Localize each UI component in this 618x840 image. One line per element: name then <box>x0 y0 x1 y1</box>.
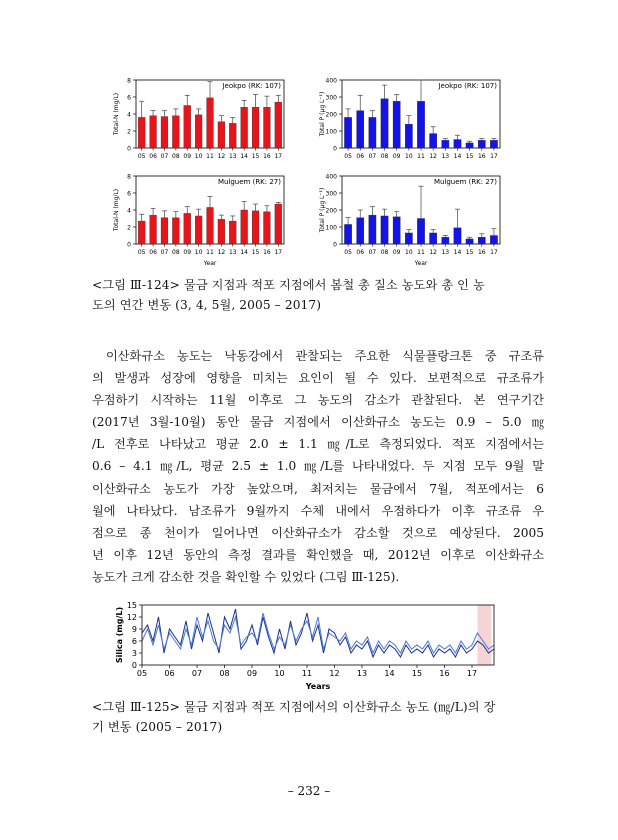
x-tick-label: 15 <box>251 153 260 160</box>
x-tick-label: 07 <box>160 249 169 256</box>
bar <box>252 211 259 244</box>
x-tick-label: 13 <box>441 153 450 160</box>
chart-total-p-jeokpo <box>308 74 503 166</box>
bar <box>241 107 248 148</box>
y-tick-label: 0 <box>127 241 131 249</box>
x-tick-label: 05 <box>136 669 148 678</box>
paragraph-line: 우점하기 시작하는 11월 이후로 그 농도의 감소가 관찰된다. 본 연구기간 <box>92 393 544 408</box>
y-tick-label: 8 <box>127 77 131 85</box>
x-tick-label: 11 <box>301 669 313 678</box>
bar <box>466 239 473 244</box>
bar <box>161 218 168 244</box>
paragraph-line: 점으로 종 천이가 일어나면 이산화규소가 감소할 것으로 예상된다. 2005 <box>92 525 544 540</box>
paragraph-line: 의 발생과 성장에 영향을 미치는 요인이 될 수 있다. 보편적으로 규조류가 <box>92 371 544 386</box>
y-tick-label: 8 <box>127 173 131 181</box>
bar <box>195 216 202 244</box>
x-tick-label: 13 <box>228 249 237 256</box>
x-tick-label: 10 <box>194 153 203 160</box>
caption-line: <그림 Ⅲ-125> 물금 지점과 적포 지점에서의 이산화규소 농도 (㎎/L)의 장 <box>92 700 496 714</box>
x-tick-label: 14 <box>453 153 462 160</box>
bar <box>490 236 497 245</box>
bar <box>344 117 351 148</box>
x-tick-label: 16 <box>439 669 450 678</box>
series-line-mulguem <box>142 609 494 657</box>
x-tick-label: 06 <box>356 249 365 256</box>
bar <box>138 221 145 244</box>
x-tick-label: 06 <box>149 249 157 256</box>
bar <box>229 123 236 148</box>
figure-124-caption <box>92 275 542 315</box>
x-tick-label: 07 <box>191 669 203 678</box>
x-tick-label: 17 <box>466 669 478 678</box>
bar <box>172 116 179 148</box>
bar <box>478 140 485 148</box>
bar <box>264 107 271 148</box>
x-tick-label: 15 <box>465 153 474 160</box>
bar <box>405 233 412 244</box>
x-tick-label: 16 <box>477 153 486 160</box>
paragraph-line: 0.6 – 4.1 ㎎/L, 평균 2.5 ± 1.0 ㎎/L를 나타내었다. 두 지점 모두 9월 말 <box>92 459 544 474</box>
x-tick-label: 10 <box>405 153 413 160</box>
x-tick-label: 05 <box>137 153 146 160</box>
x-tick-label: 14 <box>453 249 462 256</box>
chart-title: Jeokpo (RK: 107) <box>222 82 281 90</box>
x-tick-label: 12 <box>329 669 340 678</box>
y-axis-label: Total P (μg L⁻¹) <box>319 91 326 137</box>
x-tick-label: 07 <box>160 153 169 160</box>
x-tick-label: 08 <box>172 249 180 256</box>
chart-title: Mulguem (RK: 27) <box>217 178 281 186</box>
y-tick-label: 0 <box>127 145 131 153</box>
x-tick-label: 17 <box>274 153 283 160</box>
y-tick-label: 6 <box>127 94 131 102</box>
x-tick-label: 09 <box>183 153 192 160</box>
bar <box>417 219 424 245</box>
chart-title: Mulguem (RK: 27) <box>433 178 497 186</box>
x-axis-label: Year <box>203 260 217 267</box>
x-axis-label: Years <box>305 682 331 691</box>
x-tick-label: 12 <box>429 249 437 256</box>
paragraph-line: 이산화규소 농도는 낙동강에서 관찰되는 주요한 식물플랑크톤 중 규조류 <box>106 349 544 363</box>
bar <box>381 216 388 244</box>
x-tick-label: 11 <box>417 153 425 160</box>
paragraph-line: (2017년 3월-10월) 동안 물금 지점에서 이산화규소 농도는 0.9 – 5.0 ㎎ <box>92 415 544 430</box>
y-tick-label: 300 <box>325 94 337 102</box>
bar <box>172 218 179 244</box>
y-tick-label: 15 <box>126 601 137 610</box>
y-tick-label: 100 <box>325 128 337 136</box>
x-tick-label: 09 <box>392 249 401 256</box>
x-tick-label: 13 <box>441 249 450 256</box>
bar <box>138 117 145 148</box>
x-tick-label: 17 <box>490 249 498 256</box>
page-number: – 232 – <box>287 784 331 798</box>
chart-title: Jeokpo (RK: 107) <box>438 82 497 90</box>
x-tick-label: 06 <box>164 669 175 678</box>
bar <box>430 233 437 244</box>
x-tick-label: 12 <box>217 249 226 256</box>
x-tick-label: 14 <box>240 249 248 256</box>
bar <box>357 111 364 148</box>
bar <box>195 115 202 148</box>
bar <box>252 107 259 148</box>
x-tick-label: 10 <box>405 249 413 256</box>
bar <box>344 224 351 244</box>
paragraph-line: /L 전후로 나타났고 평균 2.0 ± 1.1 ㎎/L로 측정되었다. 적포 지점에서는 <box>92 437 544 452</box>
bar <box>369 215 376 244</box>
y-tick-label: 12 <box>126 613 137 622</box>
paragraph-line: 농도가 크게 감소한 것을 확인할 수 있었다 (그림 Ⅲ-125). <box>92 569 400 584</box>
bar <box>150 215 157 244</box>
bar <box>454 228 461 244</box>
x-tick-label: 09 <box>183 249 192 256</box>
chart-total-p-mulguem <box>308 170 503 274</box>
x-tick-label: 15 <box>251 249 260 256</box>
x-tick-label: 16 <box>477 249 486 256</box>
y-tick-label: 100 <box>325 224 337 232</box>
highlight-span <box>478 605 492 665</box>
x-tick-label: 08 <box>219 669 230 678</box>
x-tick-label: 12 <box>429 153 437 160</box>
y-axis-label: Total-N (mg/L) <box>113 92 120 136</box>
y-tick-label: 0 <box>333 241 337 249</box>
y-tick-label: 4 <box>127 111 131 119</box>
bar <box>207 98 214 148</box>
x-tick-label: 08 <box>380 153 389 160</box>
bar <box>218 219 225 244</box>
bar <box>430 134 437 148</box>
x-tick-label: 16 <box>263 249 271 256</box>
y-tick-label: 2 <box>127 128 131 136</box>
y-tick-label: 6 <box>131 637 137 646</box>
x-tick-label: 14 <box>384 669 395 678</box>
figure-125-caption <box>92 697 542 737</box>
x-tick-label: 11 <box>206 153 214 160</box>
y-tick-label: 300 <box>325 190 337 198</box>
x-tick-label: 07 <box>368 249 377 256</box>
bar <box>454 140 461 149</box>
x-tick-label: 15 <box>465 249 474 256</box>
x-tick-label: 08 <box>380 249 389 256</box>
y-axis-label: Total P (μg L⁻¹) <box>319 187 326 233</box>
bar <box>405 124 412 148</box>
body-paragraph <box>92 345 544 588</box>
x-tick-label: 10 <box>274 669 285 678</box>
bar <box>241 210 248 244</box>
bar <box>393 101 400 148</box>
y-tick-label: 4 <box>127 207 131 215</box>
y-tick-label: 9 <box>131 625 137 634</box>
y-tick-label: 200 <box>325 207 337 215</box>
bar <box>442 140 449 148</box>
x-tick-label: 13 <box>228 153 237 160</box>
bar <box>218 122 225 148</box>
x-tick-label: 05 <box>344 249 352 256</box>
bar <box>478 237 485 244</box>
caption-line: 도의 연간 변동 (3, 4, 5월, 2005 – 2017) <box>92 298 322 312</box>
bar <box>150 116 157 148</box>
x-tick-label: 07 <box>368 153 377 160</box>
chart-total-n-jeokpo <box>110 74 288 166</box>
caption-line: 기 변동 (2005 – 2017) <box>92 720 223 734</box>
x-tick-label: 13 <box>356 669 368 678</box>
bar <box>490 140 497 148</box>
y-tick-label: 0 <box>131 661 137 670</box>
bar <box>275 204 282 244</box>
x-tick-label: 10 <box>194 249 203 256</box>
x-tick-label: 14 <box>240 153 248 160</box>
bar <box>442 237 449 244</box>
x-tick-label: 16 <box>263 153 271 160</box>
y-tick-label: 0 <box>333 145 337 153</box>
x-tick-label: 08 <box>172 153 180 160</box>
y-tick-label: 6 <box>127 190 131 198</box>
x-tick-label: 11 <box>417 249 425 256</box>
bar <box>369 117 376 148</box>
x-tick-label: 05 <box>137 249 146 256</box>
bar <box>381 99 388 148</box>
bar <box>357 218 364 244</box>
y-axis-label: Total-N (mg/L) <box>113 188 120 232</box>
chart-silica-longterm <box>112 600 502 696</box>
x-tick-label: 17 <box>274 249 283 256</box>
bar <box>184 213 191 244</box>
y-tick-label: 400 <box>325 173 337 181</box>
bar <box>466 143 473 148</box>
y-tick-label: 2 <box>127 224 131 232</box>
x-tick-label: 17 <box>490 153 498 160</box>
x-tick-label: 15 <box>411 669 423 678</box>
caption-line: <그림 Ⅲ-124> 물금 지점과 적포 지점에서 봄철 총 질소 농도와 총 인 농 <box>92 278 485 292</box>
bar <box>229 221 236 244</box>
bar <box>275 102 282 148</box>
paragraph-line: 년 이후 12년 동안의 측정 결과를 확인했을 때, 2012년 이후로 이산화규소 <box>92 547 544 562</box>
bar <box>161 117 168 148</box>
paragraph-line: 이산화규소 농도가 가장 높았으며, 최저치는 물금에서 7월, 적포에서는 6 <box>92 481 544 496</box>
chart-total-n-mulguem <box>110 170 288 274</box>
y-tick-label: 200 <box>325 111 337 119</box>
x-tick-label: 05 <box>344 153 352 160</box>
x-tick-label: 09 <box>246 669 258 678</box>
bar <box>207 207 214 244</box>
x-tick-label: 06 <box>149 153 157 160</box>
bar <box>393 217 400 244</box>
y-axis-label: Silica (mg/L) <box>115 606 124 664</box>
bar <box>264 212 271 244</box>
paragraph-line: 월에 나타났다. 남조류가 9월까지 수체 내에서 우점하다가 이후 규조류 우 <box>92 503 544 518</box>
x-tick-label: 12 <box>217 153 226 160</box>
bar <box>184 106 191 149</box>
x-tick-label: 09 <box>392 153 401 160</box>
y-tick-label: 400 <box>325 77 337 85</box>
x-tick-label: 06 <box>356 153 365 160</box>
bar <box>417 101 424 148</box>
x-axis-label: Year <box>414 260 428 267</box>
y-tick-label: 3 <box>131 649 137 658</box>
x-tick-label: 11 <box>206 249 214 256</box>
